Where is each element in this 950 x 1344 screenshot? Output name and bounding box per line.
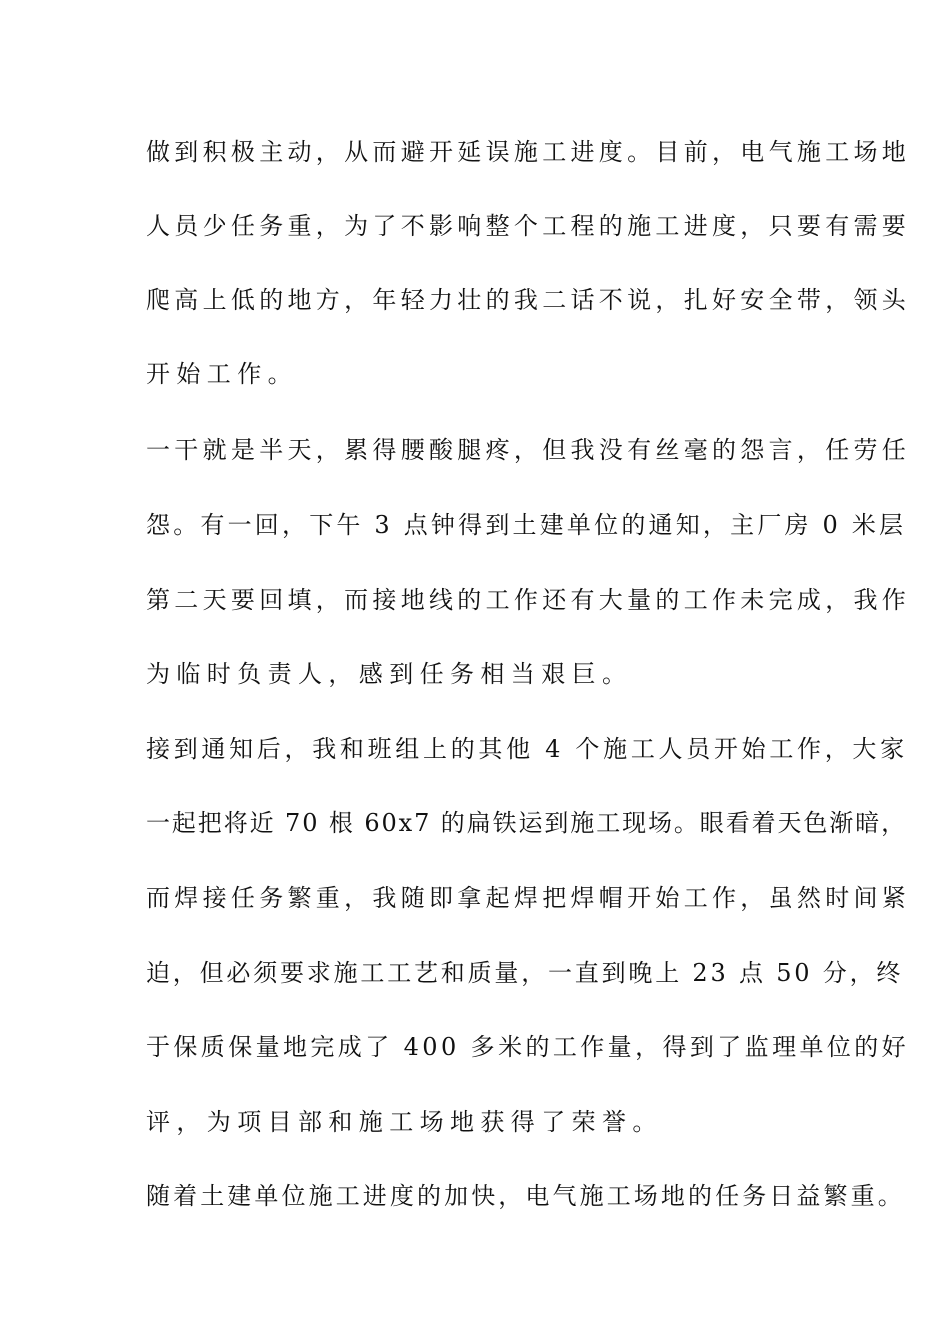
text-line: 迫，但必须要求施工工艺和质量，一直到晚上 23 点 50 分，终 (146, 959, 904, 987)
text-line: 一起把将近 70 根 60x7 的扁铁运到施工现场。眼看着天色渐暗， (146, 809, 907, 837)
text-line: 接到通知后，我和班组上的其他 4 个施工人员开始工作，大家 (146, 735, 908, 763)
text-line: 怨。有一回，下午 3 点钟得到土建单位的通知，主厂房 0 米层 (146, 511, 907, 539)
text-line: 做到积极主动，从而避开延误施工进度。目前，电气施工场地 (146, 138, 911, 166)
text-line: 开始工作。 (146, 360, 298, 388)
text-line: 而焊接任务繁重，我随即拿起焊把焊帽开始工作，虽然时间紧 (146, 884, 911, 912)
text-line: 于保质保量地完成了 400 多米的工作量，得到了监理单位的好 (146, 1033, 910, 1061)
text-line: 爬高上低的地方，年轻力壮的我二话不说，扎好安全带，领头 (146, 286, 911, 314)
text-line: 为临时负责人，感到任务相当艰巨。 (146, 660, 633, 688)
text-line: 随着土建单位施工进度的加快，电气施工场地的任务日益繁重。 (146, 1182, 905, 1210)
text-line: 评，为项目部和施工场地获得了荣誉。 (146, 1108, 663, 1136)
text-line: 一干就是半天，累得腰酸腿疼，但我没有丝毫的怨言，任劳任 (146, 436, 911, 464)
text-line: 人员少任务重，为了不影响整个工程的施工进度，只要有需要 (146, 212, 911, 240)
text-line: 第二天要回填，而接地线的工作还有大量的工作未完成，我作 (146, 586, 911, 614)
